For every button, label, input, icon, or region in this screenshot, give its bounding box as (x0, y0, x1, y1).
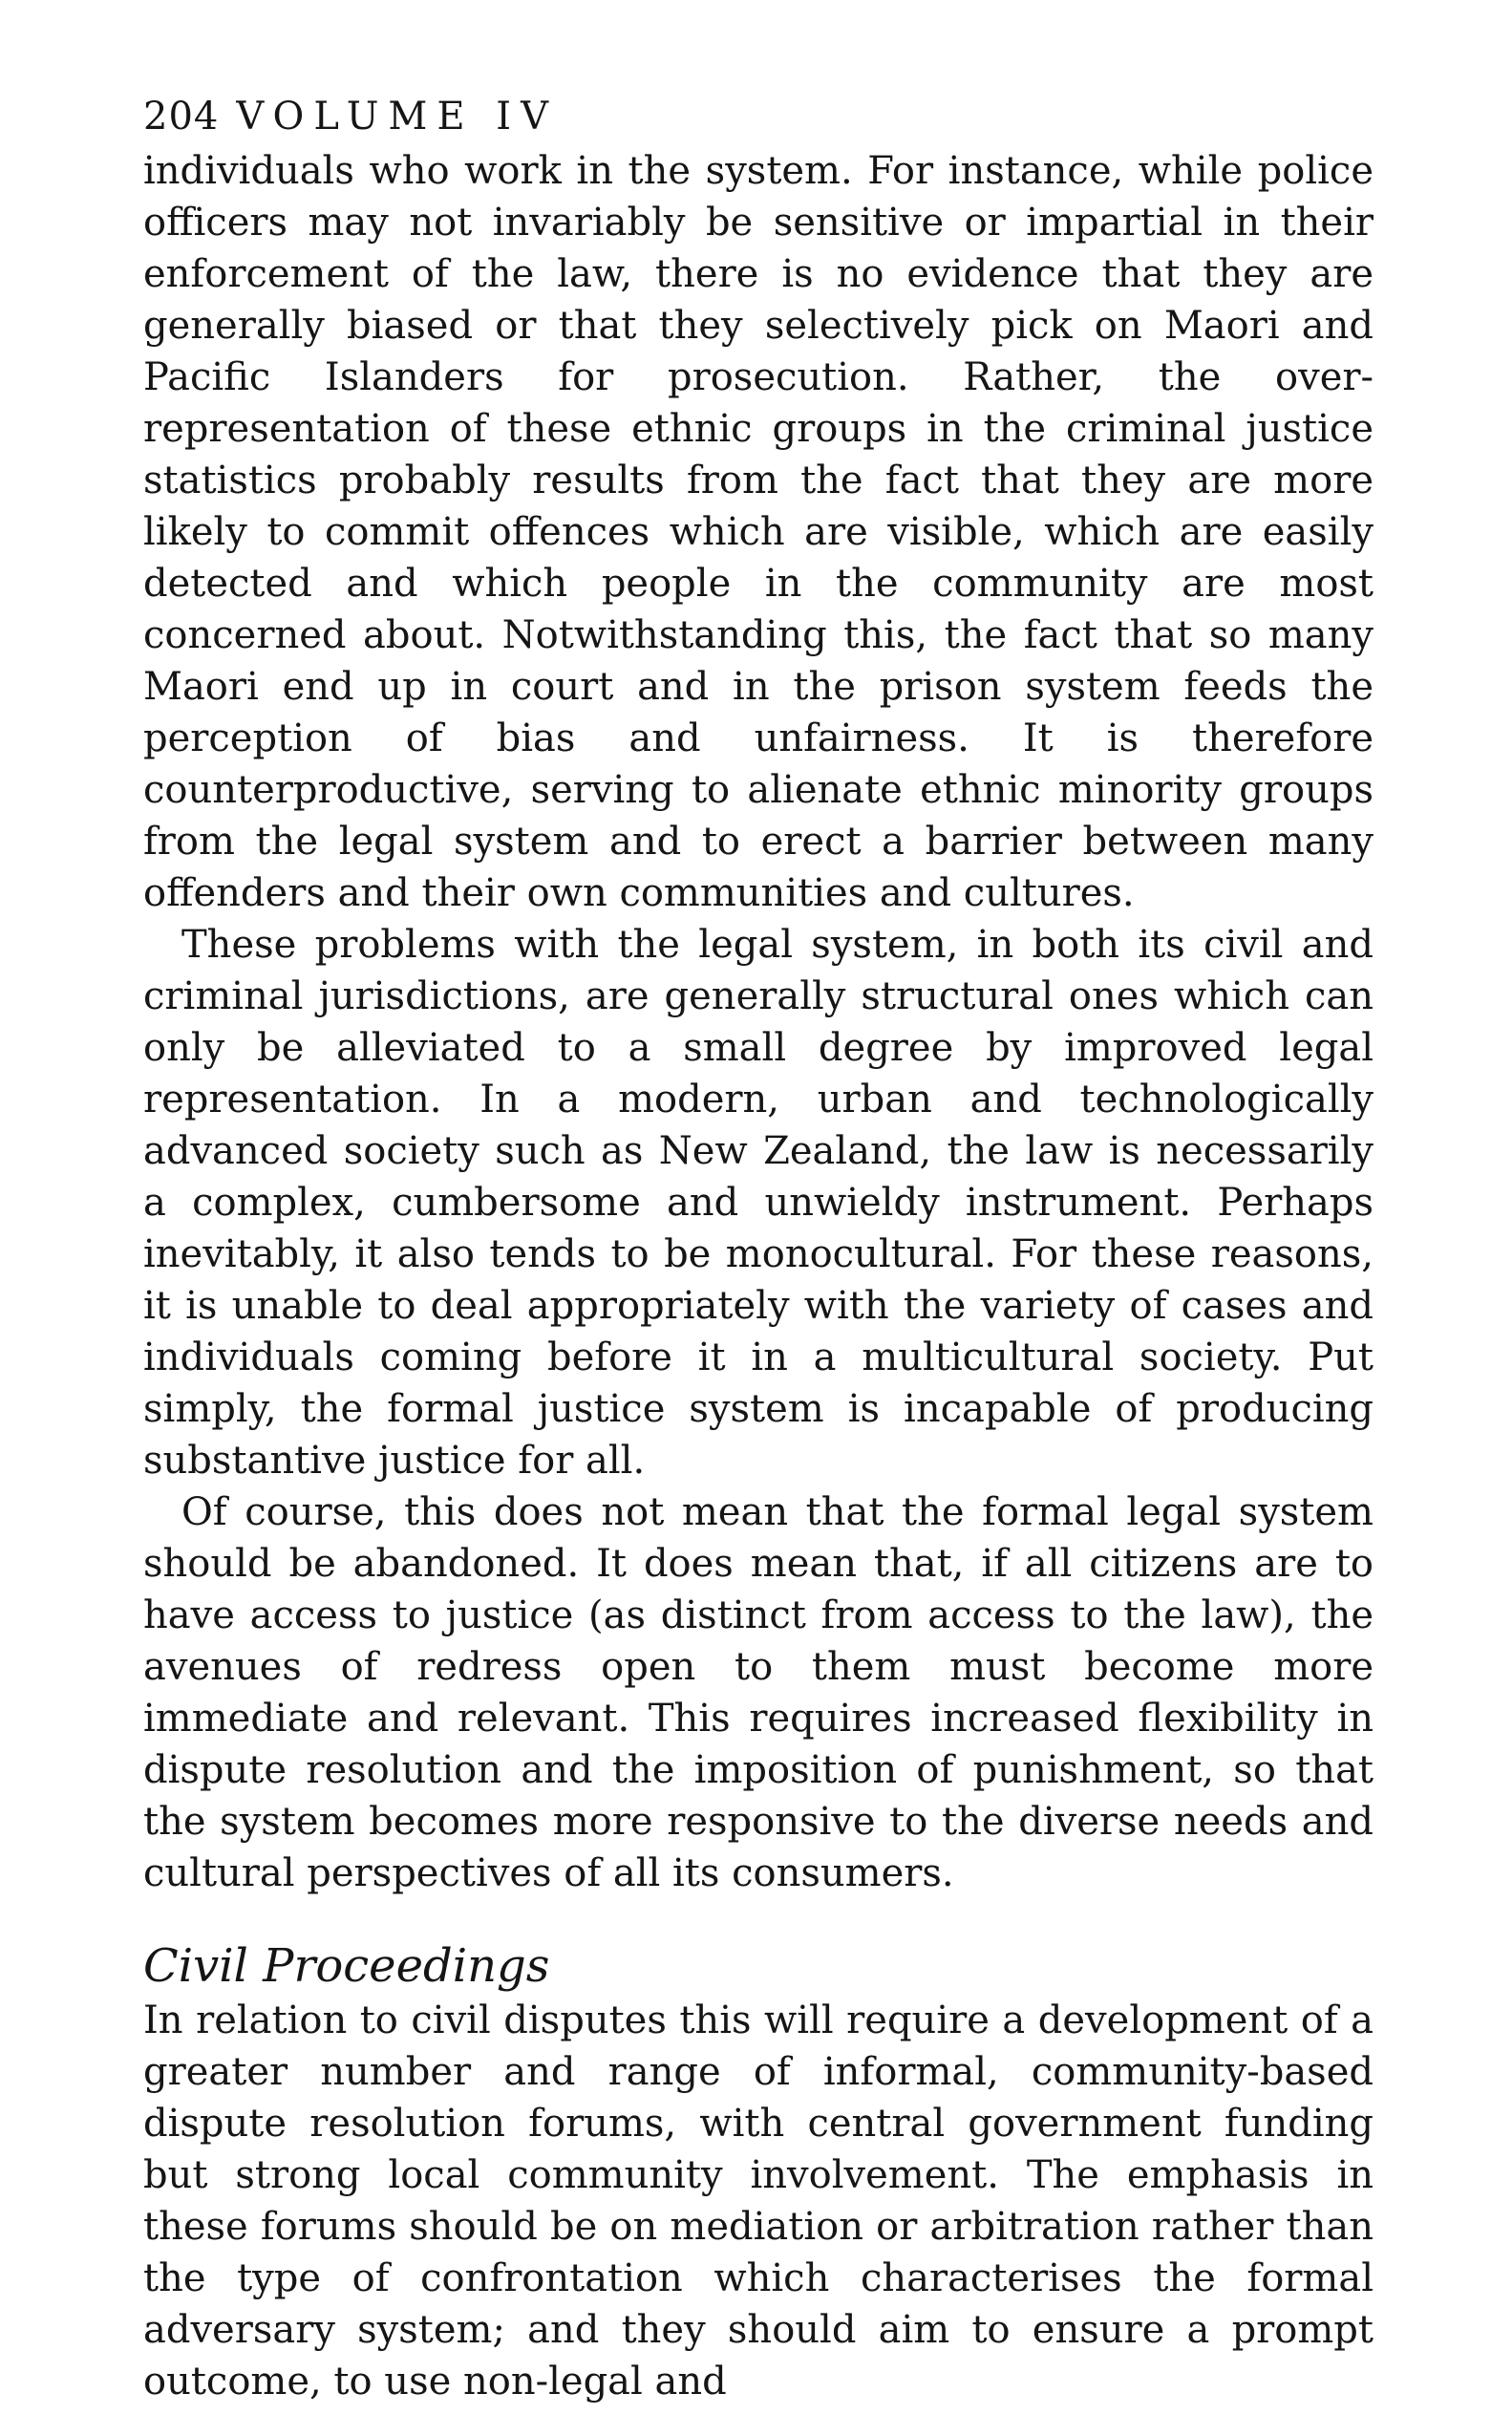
page-number: 204 (143, 95, 220, 139)
body-text (143, 145, 1374, 2407)
running-head (143, 92, 1374, 145)
book-page (143, 92, 1374, 2407)
paragraph-formal-system: Of course, this does not mean that the formal legal system should be abandoned. It does mean that, if all citizens are to have access to justice (as distinct from access to the law), the avenues of redress open to them must become more immediate and relevant. This requires increased flexibility in dispute resolution and the imposition of punishment, so that the system becomes more responsive to the diverse needs and cultural perspectives of all its consumers. (143, 1490, 1374, 1895)
section-heading: Civil Proceedings (143, 1939, 550, 1993)
paragraph-continued: individuals who work in the system. For instance, while police officers may not invariably be sensitive or impartial in their enforcement of the law, there is no evidence that they are generally biased or that they selectively pick on Maori and Pacific Islanders for prosecution. Rather, the over-representation of these ethnic groups in the criminal justice statistics probably results from the fact that they are more likely to commit offences which are visible, which are easily detected and which people in the community are most concerned about. Notwithstanding this, the fact that so many Maori end up in court and in the prison system feeds the perception of bias and unfairness. It is therefore counterproductive, serving to alienate ethnic minority groups from the legal system and to erect a barrier between many offenders and their own communities and cultures. (143, 149, 1374, 915)
paragraph-structural-problems: These problems with the legal system, in both its civil and criminal jurisdictions, are generally structural ones which can only be alleviated to a small degree by improved legal representation. In a modern, urban and technologically advanced society such as New Zealand, the law is necessarily a complex, cumbersome and unwieldy instrument. Perhaps inevitably, it also tends to be monocultural. For these reasons, it is unable to deal appropriately with the variety of cases and individuals coming before it in a multicultural society. Put simply, the formal justice system is incapable of producing substantive justice for all. (143, 923, 1374, 1483)
paragraph-civil-disputes: In relation to civil disputes this will require a development of a greater number and range of informal, community-based dispute resolution forums, with central government funding but strong local community involvement. The emphasis in these forums should be on mediation or arbitration rather than the type of confrontation which characterises the formal adversary system; and they should aim to ensure a prompt outcome, to use non-legal and (143, 1998, 1374, 2404)
volume-label: VOLUME IV (236, 95, 558, 139)
